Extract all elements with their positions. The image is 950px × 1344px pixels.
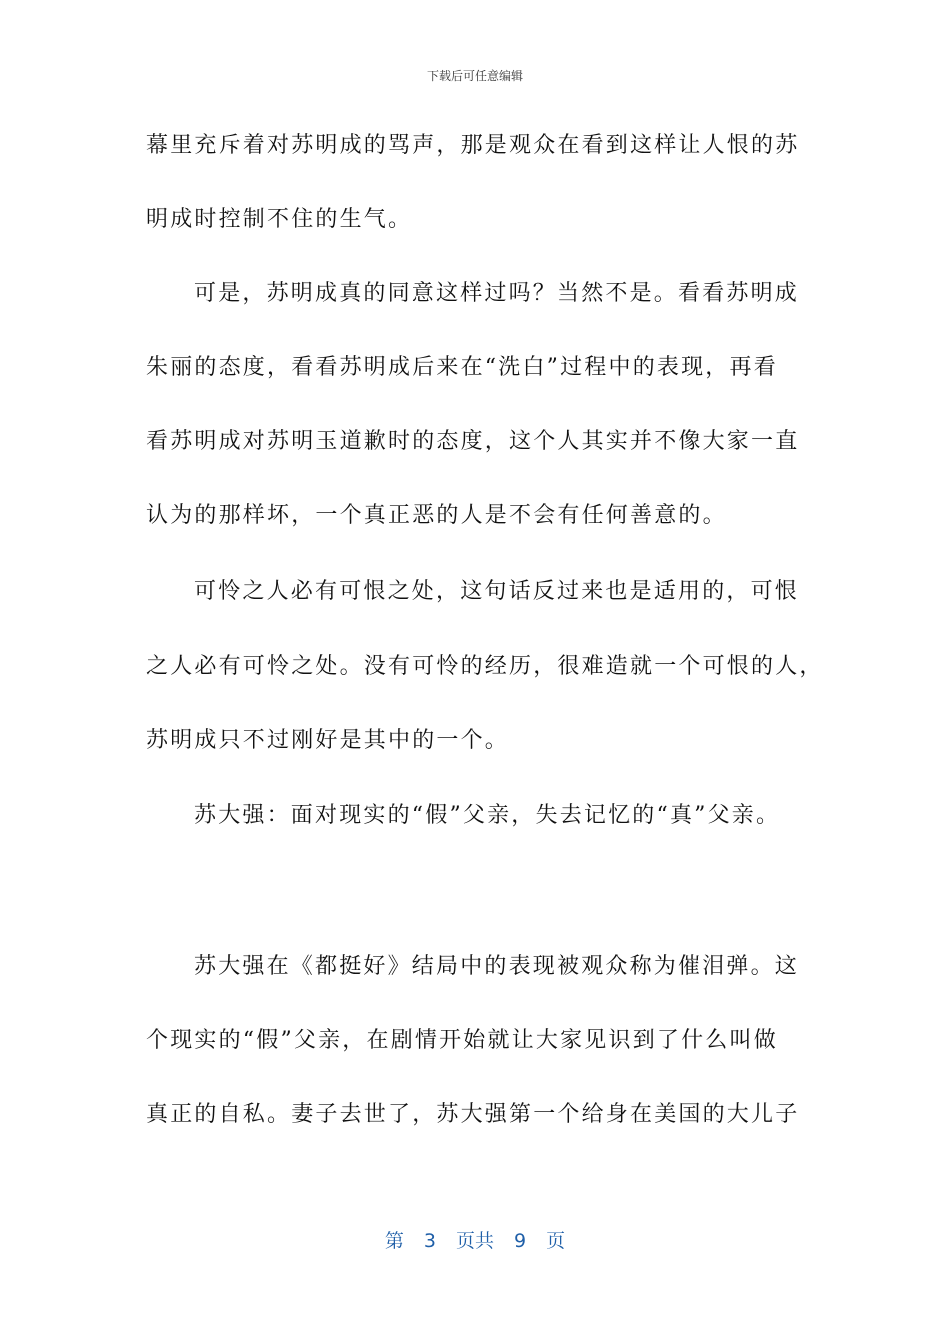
paragraph-3-line-1: 可怜之人必有可恨之处，这句话反过来也是适用的，可恨 [194, 579, 800, 604]
paragraph-3-line-2: 之人必有可怜之处。没有可怜的经历，很难造就一个可恨的人， [146, 654, 824, 679]
paragraph-2-line-3: 看苏明成对苏明玉道歉时的态度，这个人其实并不像大家一直 [146, 429, 800, 454]
page-mid: 页共 [455, 1230, 494, 1252]
current-page-number: 3 [423, 1230, 436, 1252]
page-footer [0, 1226, 950, 1253]
paragraph-1-line-2: 明成时控制不住的生气。 [146, 207, 413, 232]
paragraph-1-line-1: 幕里充斥着对苏明成的骂声，那是观众在看到这样让人恨的苏 [146, 133, 800, 158]
paragraph-3-line-3: 苏明成只不过刚好是其中的一个。 [146, 728, 510, 753]
paragraph-2-line-1: 可是，苏明成真的同意这样过吗？当然不是。看看苏明成 [194, 281, 800, 306]
paragraph-5-line-1: 苏大强在《都挺好》结局中的表现被观众称为催泪弹。这 [194, 954, 800, 979]
paragraph-5-line-3: 真正的自私。妻子去世了，苏大强第一个给身在美国的大儿子 [146, 1102, 800, 1127]
page-header: 下载后可任意编辑 [426, 69, 523, 83]
paragraph-4-line-1: 苏大强：面对现实的“假”父亲，失去记忆的“真”父亲。 [194, 803, 781, 828]
total-pages-number: 9 [514, 1230, 527, 1252]
paragraph-5-line-2: 个现实的“假”父亲，在剧情开始就让大家见识到了什么叫做 [146, 1028, 778, 1053]
paragraph-2-line-4: 认为的那样坏，一个真正恶的人是不会有任何善意的。 [146, 503, 727, 528]
page-prefix: 第 [384, 1230, 404, 1252]
paragraph-2-line-2: 朱丽的态度，看看苏明成后来在“洗白”过程中的表现，再看 [146, 355, 778, 380]
page-suffix: 页 [546, 1230, 566, 1252]
